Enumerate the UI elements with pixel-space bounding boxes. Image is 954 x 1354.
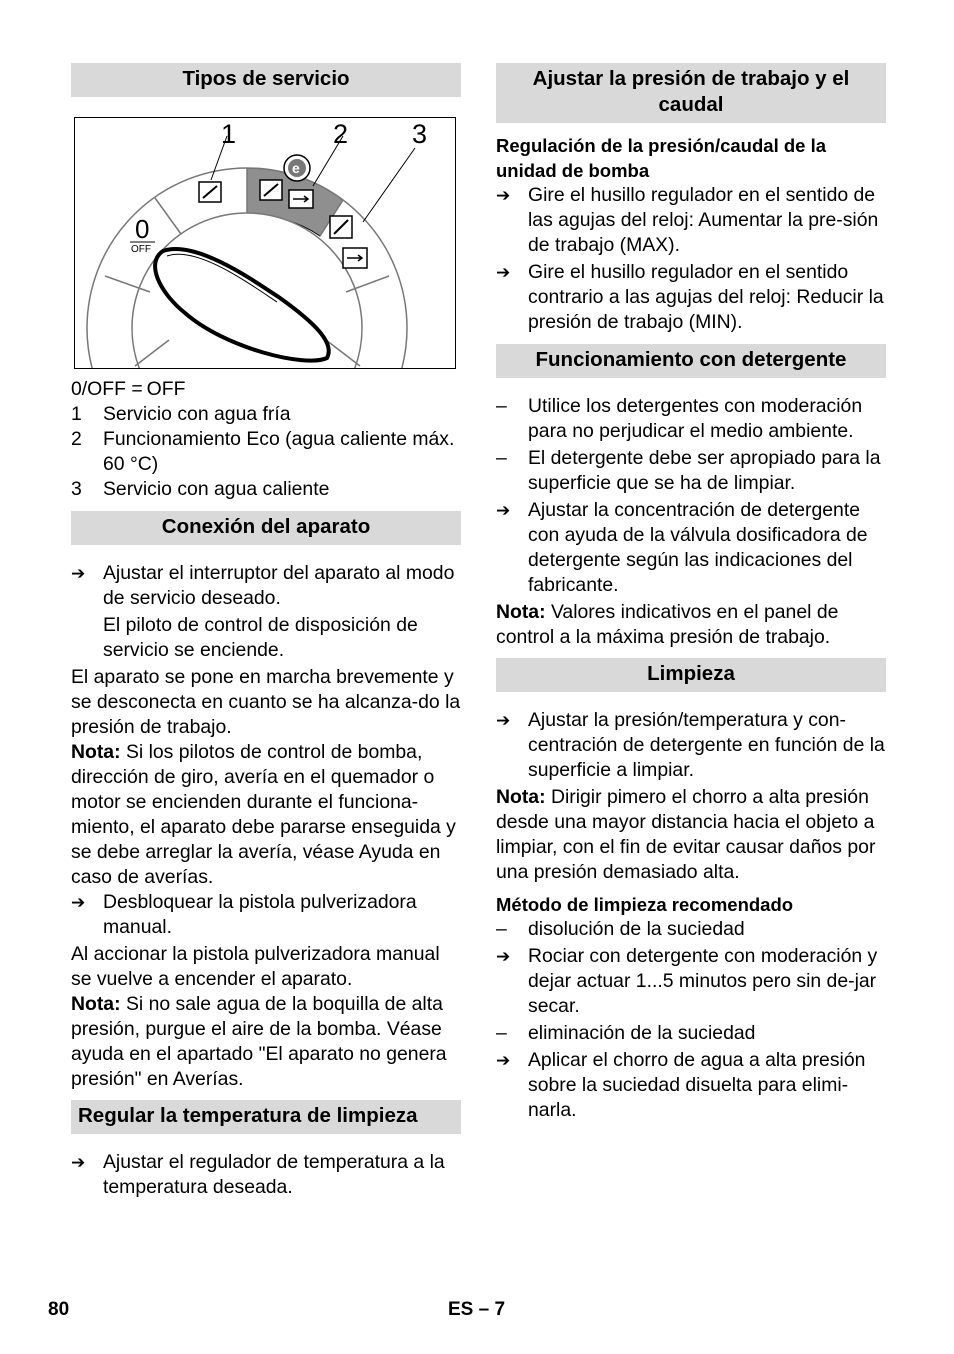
note-label: Nota:: [496, 786, 546, 808]
note-paragraph: [496, 785, 886, 885]
section-heading-ajustar-presion: Ajustar la presión de trabajo y el caudal: [496, 63, 886, 123]
note-text: Si los pilotos de control de bomba, dirección de giro, avería en el quemador o motor se encienden durante el funciona-miento, el aparato debe pararse enseguida y se debe arreglar la avería, véase Ayuda en caso de averías.: [71, 741, 456, 888]
dash-item: [496, 917, 886, 942]
section-heading-detergente: Funcionamiento con detergente: [496, 344, 886, 378]
step-result-text: El piloto de control de disposición de servicio se enciende.: [103, 614, 418, 661]
note-text: Si no sale agua de la boquilla de alta presión, purgue el aire de la bomba. Véase ayuda en el apartado "El aparato no genera presión" en Averías.: [71, 993, 447, 1090]
legend-text: OFF: [146, 378, 186, 400]
cold-water-icon: [199, 182, 221, 202]
paragraph: Al accionar la pistola pulverizadora manual se vuelve a encender el aparato.: [71, 943, 440, 990]
note-text: Dirigir pimero el chorro a alta presión desde una mayor distancia hacia el objeto a limpiar, con el fin de evitar causar daños por una presión demasiado alta.: [496, 786, 876, 883]
left-column: [71, 63, 461, 1200]
step-text: Ajustar el interruptor del aparato al modo de servicio deseado.: [103, 562, 455, 609]
label-off: OFF: [131, 244, 151, 255]
step-item: [496, 708, 886, 783]
arrow-icon: ➔: [496, 947, 511, 966]
legend-key: 0/OFF =: [71, 378, 143, 400]
dash-item: [496, 446, 886, 496]
operating-mode-dial-figure: [74, 117, 456, 369]
arrow-icon: ➔: [71, 564, 86, 583]
paragraph: El aparato se pone en marcha brevemente y se desconecta en cuanto se ha alcanza-do la presión de trabajo.: [71, 666, 461, 738]
note-paragraph: [71, 740, 461, 890]
section-page-label: ES – 7: [448, 1299, 506, 1320]
legend-item: [71, 427, 461, 477]
right-column: [496, 63, 886, 1123]
step-text: Rociar con detergente con moderación y dejar actuar 1...5 minutos pero sin de-jar secar.: [528, 945, 878, 1017]
legend-item: [71, 477, 461, 502]
label-3: 3: [412, 119, 428, 149]
dash-text: El detergente debe ser apropiado para la superficie que se ha de limpiar.: [528, 447, 881, 494]
note-text: Valores indicativos en el panel de control a la máxima presión de trabajo.: [496, 601, 839, 648]
step-text: Ajustar el regulador de temperatura a la temperatura deseada.: [103, 1151, 445, 1198]
note-paragraph: [496, 600, 886, 650]
dash-marker: –: [496, 447, 507, 469]
step-item: [71, 890, 461, 940]
label-0: 0: [135, 214, 150, 244]
dash-marker: –: [496, 918, 507, 940]
label-eco: e: [292, 160, 300, 176]
note-label: Nota:: [496, 601, 546, 623]
step-text: Ajustar la presión/temperatura y con-centración de detergente en función de la superficie a limpiar.: [528, 709, 885, 781]
arrow-icon: ➔: [71, 1153, 86, 1172]
arrow-icon: ➔: [496, 263, 511, 282]
section-heading-conexion: Conexión del aparato: [71, 511, 461, 545]
arrow-icon: ➔: [496, 186, 511, 205]
note-label: Nota:: [71, 741, 121, 763]
step-item: [71, 1150, 461, 1200]
step-text: Desbloquear la pistola pulverizadora manual.: [103, 891, 417, 938]
dash-item: [496, 394, 886, 444]
step-item: [496, 183, 886, 258]
legend-item: [71, 377, 461, 402]
arrow-icon: ➔: [496, 1051, 511, 1070]
step-item: [496, 1048, 886, 1123]
dial-illustration: [75, 118, 455, 368]
section-heading-tipos-servicio: Tipos de servicio: [71, 63, 461, 97]
label-1: 1: [221, 119, 237, 149]
step-text: Gire el husillo regulador en el sentido de las agujas del reloj: Aumentar la pre-sión de trabajo (MAX).: [528, 184, 879, 256]
legend-text: Funcionamiento Eco (agua caliente máx. 60 °C): [103, 428, 455, 475]
arrow-icon: ➔: [496, 501, 511, 520]
note-paragraph: [71, 992, 461, 1092]
legend-item: [71, 402, 461, 427]
step-text: Gire el husillo regulador en el sentido contrario a las agujas del reloj: Reducir la presión de trabajo (MIN).: [528, 261, 884, 333]
step-text: Ajustar la concentración de detergente con ayuda de la válvula dosificadora de detergente según las indicaciones del fabricante.: [528, 499, 868, 596]
legend-key: 3: [71, 478, 82, 500]
legend-text: Servicio con agua caliente: [103, 478, 330, 500]
note-label: Nota:: [71, 993, 121, 1015]
step-text: Aplicar el chorro de agua a alta presión sobre la suciedad disuelta para elimi-narla.: [528, 1049, 866, 1121]
dash-text: Utilice los detergentes con moderación para no perjudicar el medio ambiente.: [528, 395, 863, 442]
legend-key: 1: [71, 403, 82, 425]
step-item: [496, 260, 886, 335]
subheading-regulacion: Regulación de la presión/caudal de la unidad de bomba: [496, 135, 827, 181]
legend-text: Servicio con agua fría: [103, 403, 291, 425]
step-item: [496, 944, 886, 1019]
dash-text: disolución de la suciedad: [528, 918, 745, 940]
step-item: [496, 498, 886, 598]
legend-list: [71, 377, 461, 502]
step-item: [71, 561, 461, 611]
arrow-icon: ➔: [496, 711, 511, 730]
section-heading-limpieza: Limpieza: [496, 658, 886, 692]
dash-text: eliminación de la suciedad: [528, 1022, 756, 1044]
dash-marker: –: [496, 1022, 507, 1044]
arrow-icon: ➔: [71, 893, 86, 912]
subheading-metodo: Método de limpieza recomendado: [496, 894, 794, 915]
label-2: 2: [333, 119, 349, 149]
dash-item: [496, 1021, 886, 1046]
legend-key: 2: [71, 428, 82, 450]
dash-marker: –: [496, 395, 507, 417]
page-number: 80: [48, 1299, 70, 1320]
section-heading-regular-temperatura: Regular la temperatura de limpieza: [71, 1100, 461, 1134]
